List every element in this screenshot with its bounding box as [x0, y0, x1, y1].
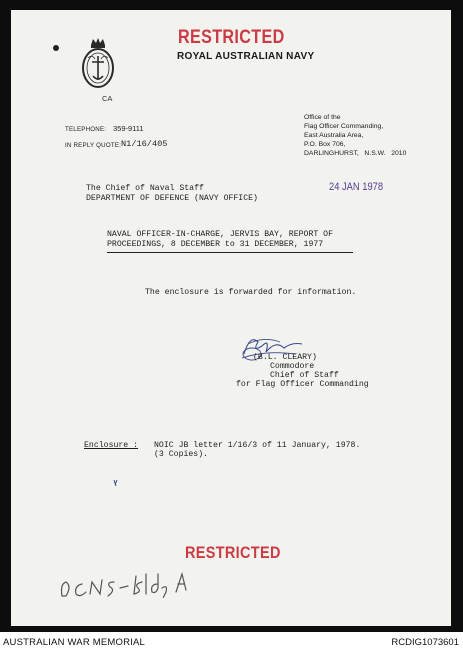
address-line: DARLINGHURST, N.S.W. 2010 [304, 150, 407, 157]
organisation-name: ROYAL AUSTRALIAN NAVY [177, 51, 315, 62]
addressee-line-2: DEPARTMENT OF DEFENCE (NAVY OFFICE) [86, 194, 258, 203]
address-line: Flag Officer Commanding, [304, 123, 384, 130]
punch-hole [53, 45, 59, 51]
office-address [304, 113, 406, 158]
document-page [11, 10, 451, 626]
signatory-name: (B.L. CLEARY) [253, 353, 317, 362]
subject-line-2: PROCEEDINGS, 8 DECEMBER to 31 DECEMBER, 1977 [107, 240, 324, 249]
telephone-value: 359-9111 [113, 124, 144, 133]
reply-label: IN REPLY QUOTE: [65, 142, 122, 149]
handwritten-note [58, 566, 190, 602]
subject-line-1: NAVAL OFFICER-IN-CHARGE, JERVIS BAY, REPORT OF [107, 230, 334, 239]
naval-crest-icon [80, 36, 116, 90]
received-date-stamp: 24 JAN 1978 [329, 181, 384, 193]
enclosure-text: NOIC JB letter 1/16/3 of 11 January, 1978. [154, 441, 361, 450]
reply-reference: N1/16/405 [121, 139, 168, 149]
footer-institution: AUSTRALIAN WAR MEMORIAL [3, 637, 146, 648]
telephone-label: TELEPHONE: [65, 126, 107, 133]
restricted-stamp-bottom: RESTRICTED [185, 543, 281, 562]
restricted-stamp-top: RESTRICTED [178, 27, 285, 48]
archive-footer [0, 632, 463, 653]
body-text: The enclosure is forwarded for information. [145, 288, 357, 297]
signatory-title: Chief of Staff [270, 371, 339, 380]
subject-underline [107, 252, 353, 253]
signatory-for-line: for Flag Officer Commanding [236, 380, 369, 389]
crest-code: CA [102, 94, 113, 103]
ink-mark [113, 479, 119, 487]
enclosure-label: Enclosure : [84, 441, 139, 450]
address-line: P.O. Box 706, [304, 141, 346, 148]
address-line: East Australia Area, [304, 132, 364, 139]
enclosure-copies: (3 Copies). [154, 450, 209, 459]
addressee-line-1: The Chief of Naval Staff [86, 184, 204, 193]
signatory-rank: Commodore [270, 362, 315, 371]
footer-record-id: RCDIG1073601 [391, 637, 459, 648]
address-line: Office of the [304, 114, 341, 121]
